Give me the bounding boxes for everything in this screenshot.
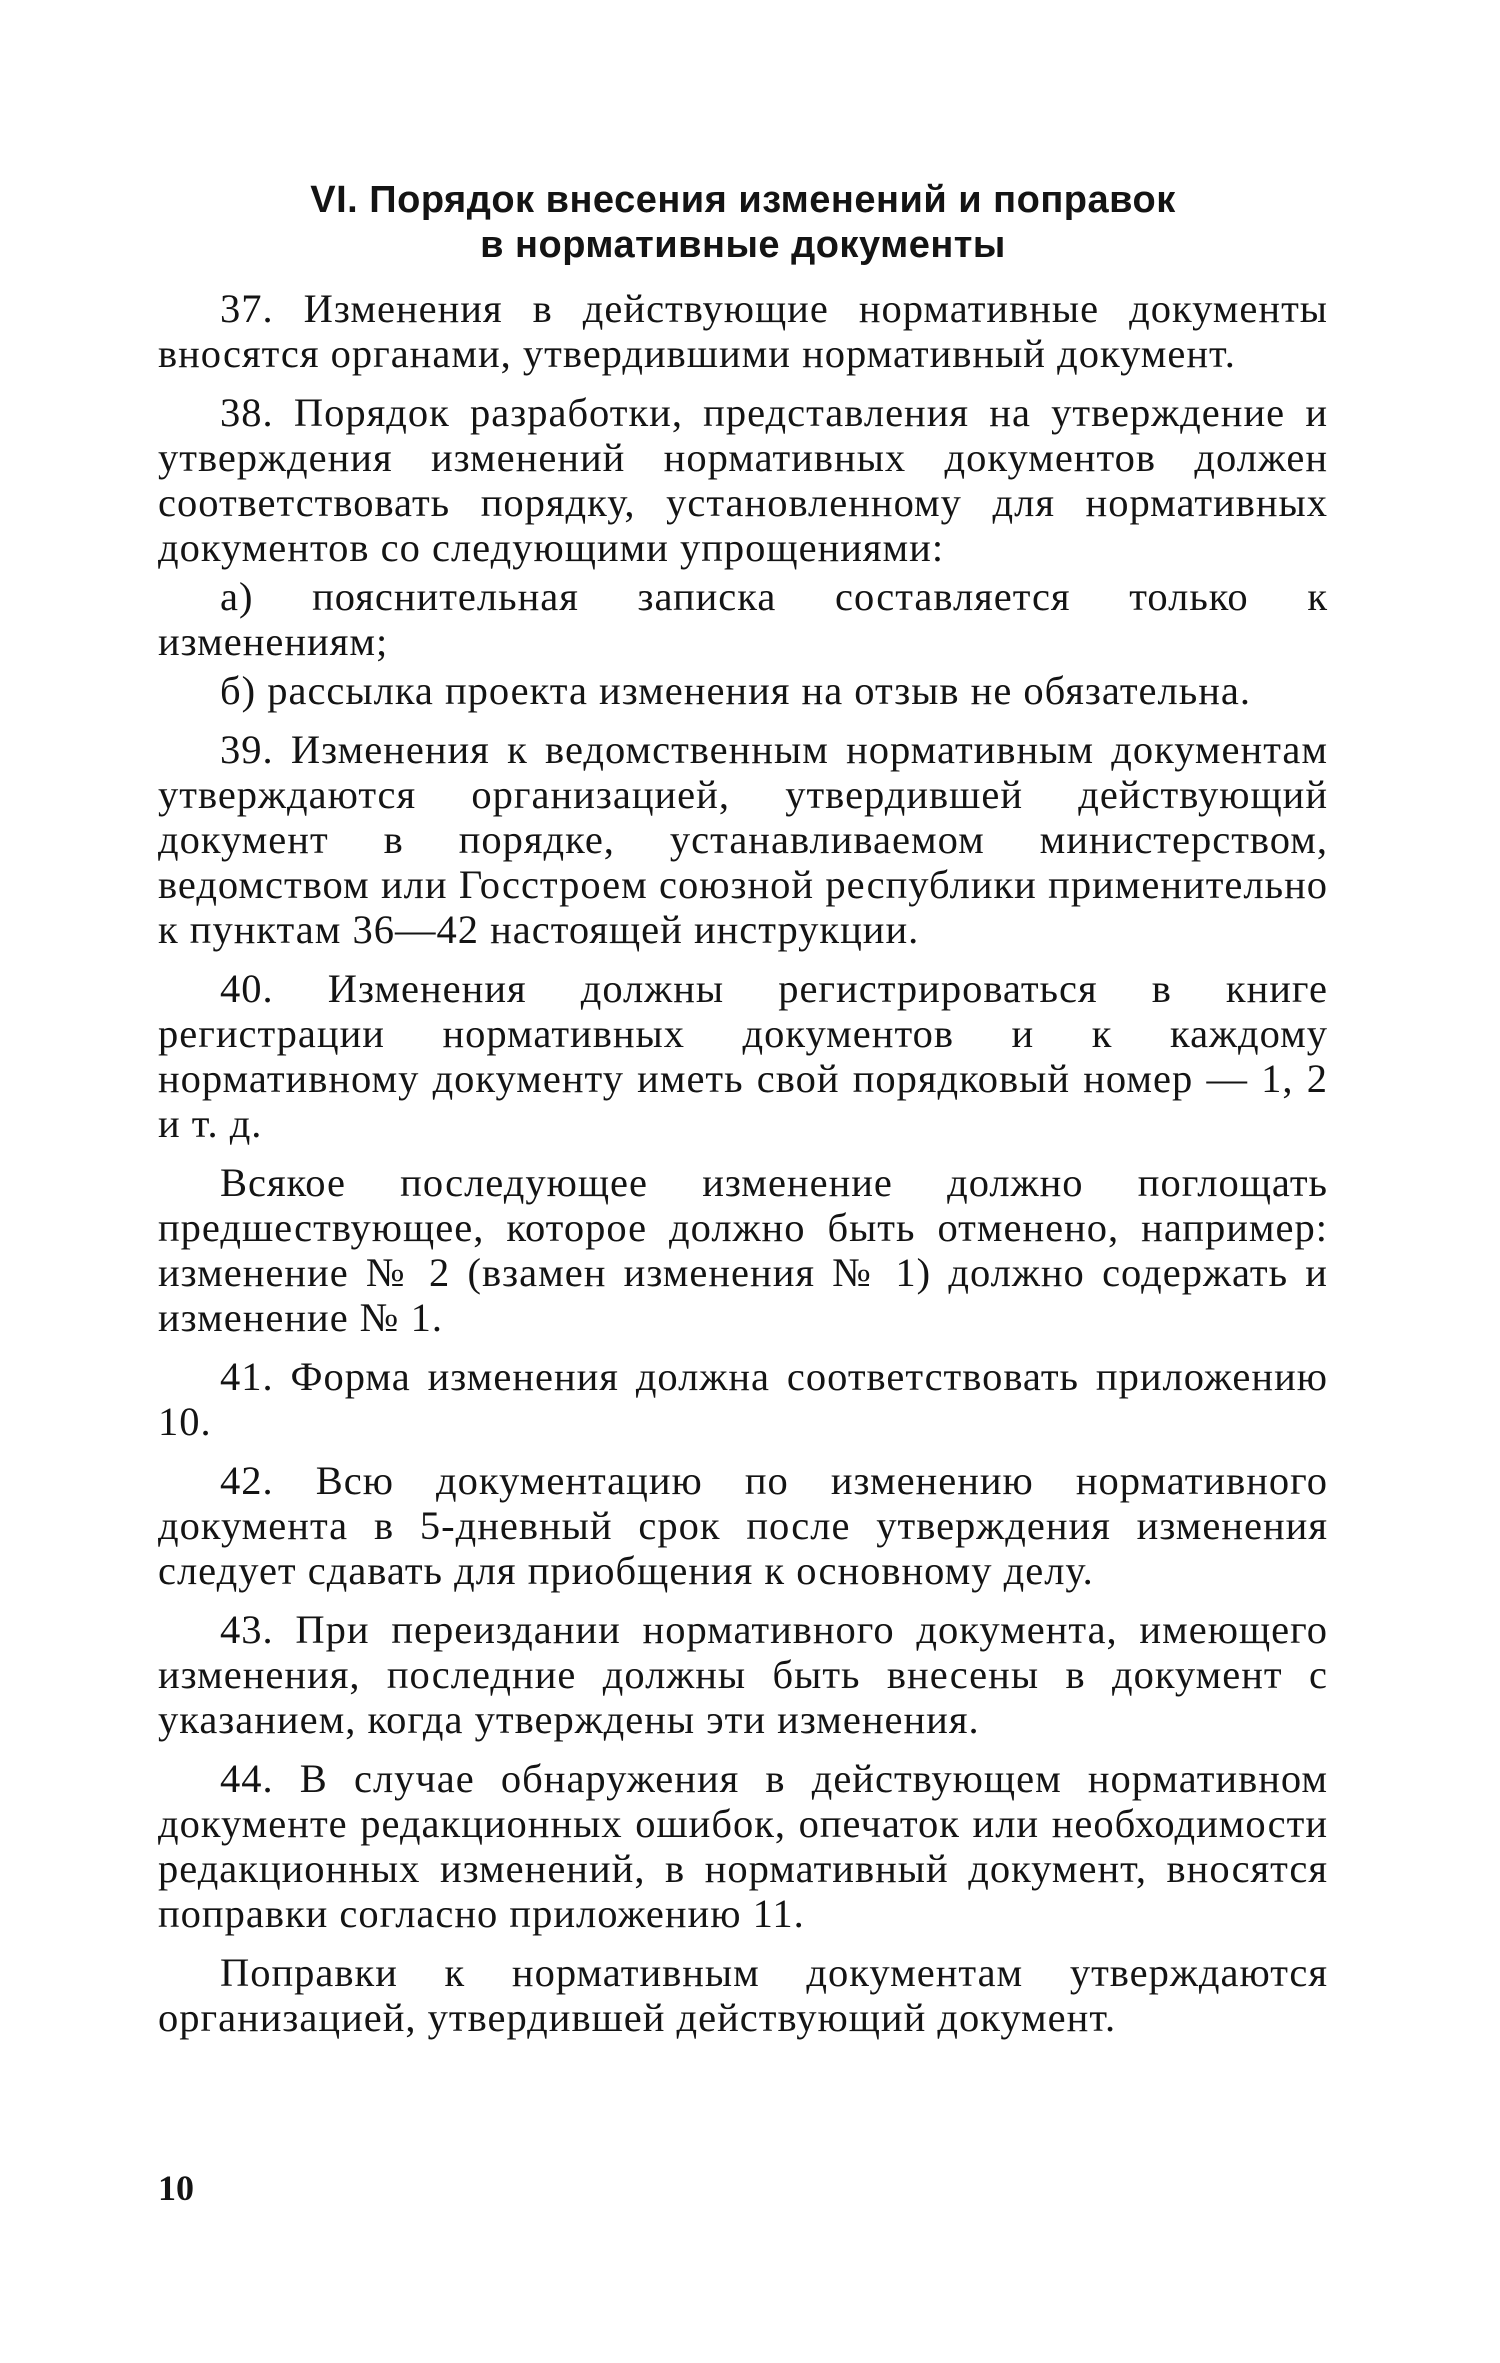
paragraph-38-item-a: а) пояснительная записка составляется только к изменениям; [158,574,1328,664]
section-title-line-2: в нормативные документы [480,224,1006,266]
paragraph-38: 38. Порядок разработки, представления на утверждение и утверждения изменений нормативных документов должен соответствовать порядку, установленному для нормативных документов со следующими упрощениями: [158,390,1328,570]
section-title-line-1: VI. Порядок внесения изменений и поправок [310,179,1176,221]
paragraph-38-item-b: б) рассылка проекта изменения на отзыв не обязательна. [220,668,1251,713]
paragraph-40: 40. Изменения должны регистрироваться в книге регистрации нормативных документов и к каждому нормативному документу иметь свой порядковый номер — 1, 2 и т. д. [158,966,1328,1146]
paragraph-42: 42. Всю документацию по изменению нормативного документа в 5-дневный срок после утверждения изменения следует сдавать для приобщения к основному делу. [158,1458,1328,1593]
page-text-block [158,178,1328,2054]
page-number: 10 [158,2168,194,2208]
paragraph-44-note: Поправки к нормативным документам утверждаются организацией, утвердившей действующий документ. [158,1950,1328,2040]
paragraph-37: 37. Изменения в действующие нормативные документы вносятся органами, утвердившими нормативный документ. [158,286,1328,376]
paragraph-44: 44. В случае обнаружения в действующем нормативном документе редакционных ошибок, опечаток или необходимости редакционных изменений, в нормативный документ, вносятся поправки согласно приложению 11. [158,1756,1328,1936]
paragraph-41: 41. Форма изменения должна соответствовать приложению 10. [158,1354,1328,1444]
paragraph-39: 39. Изменения к ведомственным нормативным документам утверждаются организацией, утвердившей действующий документ в порядке, устанавливаемом министерством, ведомством или Госстроем союзной республики применительно к пунктам 36—42 настоящей инструкции. [158,727,1328,952]
paragraph-43: 43. При переиздании нормативного документа, имеющего изменения, последние должны быть внесены в документ с указанием, когда утверждены эти изменения. [158,1607,1328,1742]
section-title [158,178,1328,268]
paragraph-40-note: Всякое последующее изменение должно поглощать предшествующее, которое должно быть отменено, например: изменение № 2 (взамен изменения № 1) должно содержать и изменение № 1. [158,1160,1328,1340]
